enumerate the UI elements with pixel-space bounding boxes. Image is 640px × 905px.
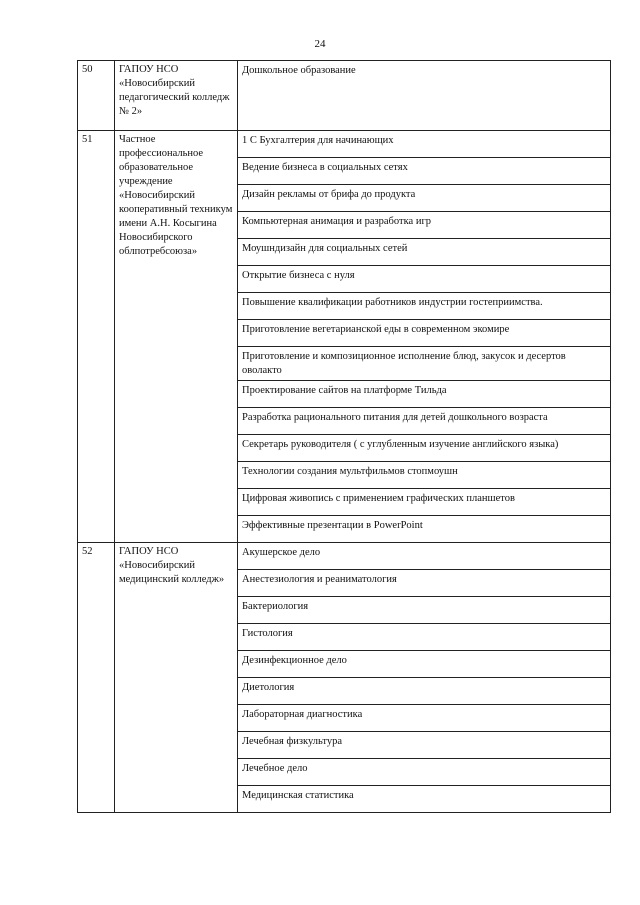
program-name: Приготовление и композиционное исполнение блюд, закусок и десертов оволакто [238, 347, 611, 381]
program-name: Акушерское дело [238, 543, 611, 570]
page-number: 24 [314, 38, 326, 50]
program-name: Бактериология [238, 597, 611, 624]
program-name: 1 С Бухгалтерия для начинающих [238, 131, 611, 158]
program-name: Дошкольное образование [238, 61, 611, 131]
programs-table [77, 60, 611, 813]
program-name: Приготовление вегетарианской еды в современном экомире [238, 320, 611, 347]
program-name: Разработка рационального питания для детей дошкольного возраста [238, 408, 611, 435]
program-name: Ведение бизнеса в социальных сетях [238, 158, 611, 185]
organization-name: ГАПОУ НСО «Новосибирский медицинский колледж» [115, 543, 238, 813]
program-name: Моушндизайн для социальных сетей [238, 239, 611, 266]
row-number: 52 [78, 543, 115, 813]
program-name: Гистология [238, 624, 611, 651]
program-name: Лечебная физкультура [238, 732, 611, 759]
organization-name: ГАПОУ НСО «Новосибирский педагогический колледж № 2» [115, 61, 238, 131]
table-row [78, 61, 611, 131]
row-number: 50 [78, 61, 115, 131]
organization-name: Частное профессиональное образовательное учреждение «Новосибирский кооперативный техникум имени А.Н. Косыгина Новосибирского облпотребсоюза» [115, 131, 238, 543]
program-name: Анестезиология и реаниматология [238, 570, 611, 597]
program-name: Технологии создания мультфильмов стопмоушн [238, 462, 611, 489]
program-name: Повышение квалификации работников индустрии гостеприимства. [238, 293, 611, 320]
program-name: Цифровая живопись с применением графических планшетов [238, 489, 611, 516]
program-name: Секретарь руководителя ( с углубленным изучение английского языка) [238, 435, 611, 462]
program-name: Дизайн рекламы от брифа до продукта [238, 185, 611, 212]
table-row [78, 131, 611, 158]
row-number: 51 [78, 131, 115, 543]
table-row [78, 543, 611, 570]
program-name: Открытие бизнеса с нуля [238, 266, 611, 293]
program-name: Дезинфекционное дело [238, 651, 611, 678]
program-name: Лечебное дело [238, 759, 611, 786]
programs-table-body [78, 61, 611, 813]
program-name: Компьютерная анимация и разработка игр [238, 212, 611, 239]
program-name: Диетология [238, 678, 611, 705]
program-name: Проектирование сайтов на платформе Тильда [238, 381, 611, 408]
program-name: Медицинская статистика [238, 786, 611, 813]
program-name: Лабораторная диагностика [238, 705, 611, 732]
program-name: Эффективные презентации в PowerPoint [238, 516, 611, 543]
